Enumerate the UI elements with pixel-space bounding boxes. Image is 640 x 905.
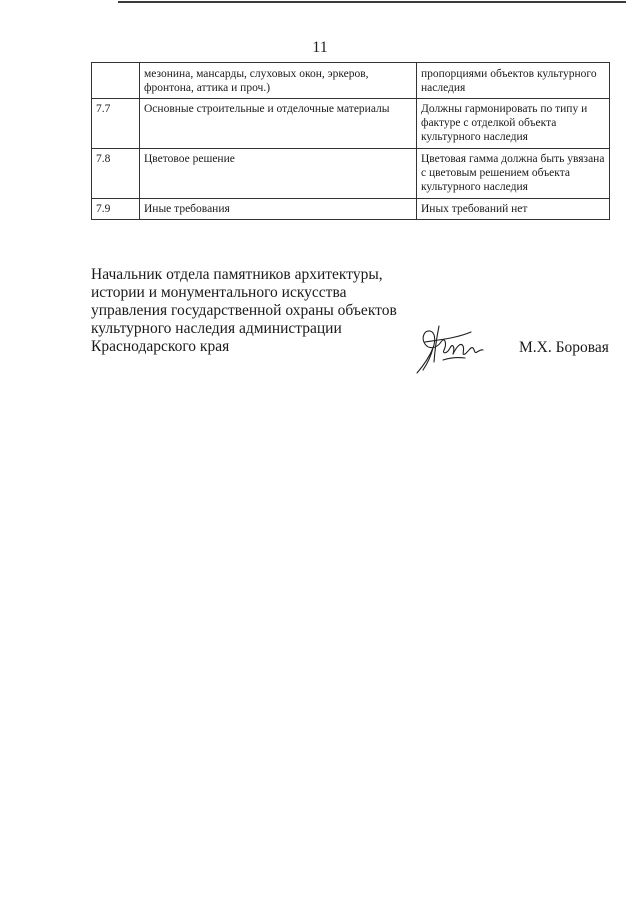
requirement-name-cell: Иные требования (140, 199, 417, 220)
requirement-value-cell: Иных требований нет (417, 199, 610, 220)
handwritten-signature (413, 318, 485, 378)
page-number: 11 (312, 39, 328, 56)
requirements-table (91, 62, 610, 220)
row-number-cell: 7.9 (92, 199, 140, 220)
requirement-value-cell: Должны гармонировать по типу и фактуре с отделкой объекта культурного наследия (417, 99, 610, 149)
requirement-value-cell: Цветовая гамма должна быть увязана с цветовым решением объекта культурного наследия (417, 149, 610, 199)
signatory-position (91, 266, 401, 356)
row-number-cell: 7.7 (92, 99, 140, 149)
requirement-name-cell: Цветовое решение (140, 149, 417, 199)
position-line: Краснодарского края (91, 338, 230, 355)
requirement-name-cell: мезонина, мансарды, слуховых окон, эркеров, фронтона, аттика и проч.) (140, 63, 417, 99)
position-line: Начальник отдела памятников архитектуры, (91, 266, 383, 283)
position-line: истории и монументального искусства (91, 284, 347, 301)
row-number-cell: 7.8 (92, 149, 140, 199)
position-line: культурного наследия администрации (91, 320, 342, 337)
table-row (92, 149, 610, 199)
table-row (92, 199, 610, 220)
top-scan-rule (118, 1, 626, 3)
position-line: управления государственной охраны объектов (91, 302, 397, 319)
requirement-value-cell: пропорциями объектов культурного наследия (417, 63, 610, 99)
signer-name: М.Х. Боровая (519, 339, 609, 356)
table-row (92, 63, 610, 99)
row-number-cell (92, 63, 140, 99)
table-row (92, 99, 610, 149)
requirement-name-cell: Основные строительные и отделочные материалы (140, 99, 417, 149)
